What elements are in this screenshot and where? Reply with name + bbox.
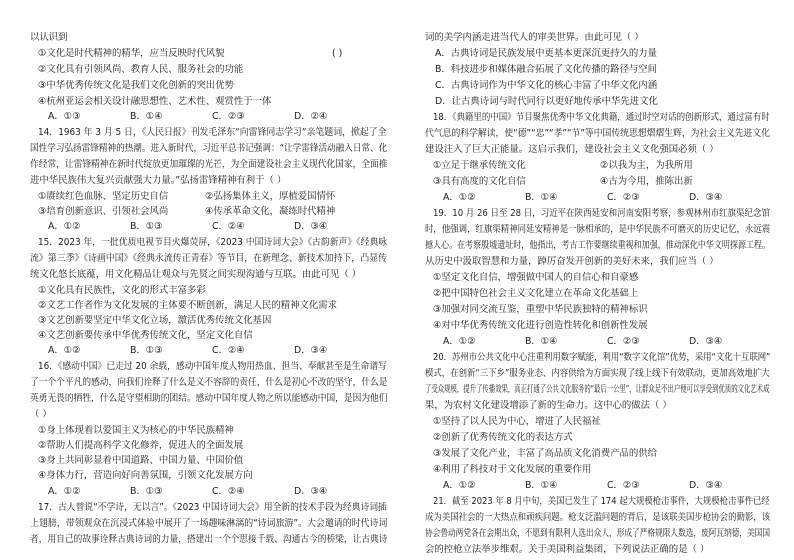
choice-d: D．③④ bbox=[689, 480, 723, 491]
option-line: ④文艺创新要传承中华优秀传统文化，坚定文化自信 bbox=[38, 330, 253, 341]
choice-a: A．①② bbox=[48, 221, 81, 232]
question-text: 协会鲁动两党各在会期出众，不愿到有限利人选出众人，形成了严格规限人数选，废阿瓦纳德，美国国 bbox=[425, 528, 771, 539]
question-text: 模式，在创新“三下乡”服务业态、内容供给为方面实现了线上线下有效联动，更加高效地扩大 bbox=[425, 368, 770, 379]
choice-d: D．③④ bbox=[689, 336, 723, 347]
choice-b: B．①③ bbox=[130, 486, 163, 497]
question-text: 时，他强调，红旗渠精神同延安精神是一脉相承的，是中华民族不可磨灭的历史记忆，永远震 bbox=[425, 224, 771, 235]
option-line: ①身上体现着以爱国主义为核心的中华民族精神 bbox=[38, 425, 234, 436]
choice-b: B．①④ bbox=[525, 192, 558, 203]
choice-d: D．③④ bbox=[689, 192, 723, 203]
option-line: ③培育创新意识、引领社会风尚 bbox=[38, 206, 169, 217]
question-21: 21．截至 2023 年 8 月中旬，美国已发生了 174 起大规模枪击事件，大规模枪击事件已经 bbox=[433, 496, 770, 507]
question-text: 果，为农村文化建设增添了新的生命力。这中心的做法（ ） bbox=[425, 400, 672, 411]
choice-c: C．②④ bbox=[212, 345, 245, 356]
choice-d: D．③④ bbox=[294, 345, 328, 356]
question-text: 词的美学内涵走进当代人的审美世界。由此可见（ ） bbox=[425, 32, 644, 43]
question-text: 英勇无畏的牺牲，什么是守望相助的团结。感动中国年度人物之所以能感动中国，是因为他们 bbox=[30, 393, 388, 404]
choice-a: A．①② bbox=[443, 192, 476, 203]
option-line: ④对中华优秀传统文化进行创造性转化和创新性发展 bbox=[433, 320, 648, 331]
question-text: 流》第三季》《诗画中国》《经典永流传正青春》等节目，在新理念、新技术加持下，凸显传 bbox=[30, 253, 387, 264]
option-line: ①坚持了以人民为中心，增进了人民福祉 bbox=[433, 416, 601, 427]
choice-d: D．③④ bbox=[294, 486, 328, 497]
question-text: 了受众规模，提升了传播效果，真正打通了公共文化服务的“最后一公里”，让群众足不出户便可以享受到优质的文化艺术成 bbox=[425, 384, 770, 395]
choice-c: C．②③ bbox=[607, 336, 640, 347]
choice-c: C．②③ bbox=[607, 192, 640, 203]
option-line: ②文化具有引领风尚、教育人民、服务社会的功能 bbox=[38, 64, 244, 75]
question-text: 国性学习弘扬雷锋精神的热潮。进入新时代，习近平总书记强调：“让学雷锋活动融入日常、化 bbox=[30, 143, 388, 154]
option-line: ③具有高度的文化自信 bbox=[433, 176, 526, 187]
question-text: 统文化悠长底蕴，用文化精品让观众与先贤之间实现沟通与互联。由此可见（ ） bbox=[30, 269, 362, 280]
choice-d: D．③④ bbox=[294, 221, 328, 232]
question-text: 了一个个平凡的感动，向我们诠释了什么是义不容辞的责任，什么是初心不改的坚守，什么是 bbox=[30, 377, 388, 388]
option-line: ③中华优秀传统文化是我们文化创新的突出优势 bbox=[38, 80, 234, 91]
option-line: ③文艺创新要坚定中华文化立场，激活优秀传统文化基因 bbox=[38, 315, 272, 326]
question-text: 成为美国社会的一大热点和顽疾问题。枪支泛滥问题的背后，是该联美国步枪协会的勤影，该 bbox=[425, 512, 771, 523]
question-text: 撼人心。在考察殷墟遗址时，他指出，考古工作要继续重视和加强，推动深化中华文明探源工程。 bbox=[425, 240, 771, 251]
choice-a: A．①② bbox=[443, 336, 476, 347]
question-text: 上翅膀，带领观众在沉浸式体验中展开了一场趣味淋漓的“诗词旅游”。大会邀请的时代诗词 bbox=[30, 518, 388, 529]
option-line: ④利用了科技对于文化发展的重要作用 bbox=[433, 464, 592, 475]
choice-b: B．①③ bbox=[130, 345, 163, 356]
question-17: 17．古人曾说“不学诗，无以言”。《2023 中国诗词大会》用全新的技术手段为经典诗词插 bbox=[38, 502, 387, 513]
choice-a: A．①② bbox=[48, 345, 81, 356]
choice-c: C．②④ bbox=[212, 486, 245, 497]
option-line: ①文化是时代精神的精华，应当反映时代风貌 bbox=[38, 48, 225, 59]
option-line: ②文艺工作者作为文化发展的主体要不断创新，满足人民的精神文化需求 bbox=[38, 300, 338, 311]
choice-b: B．①④ bbox=[525, 336, 558, 347]
choice-a: A．①② bbox=[443, 480, 476, 491]
option-line: ②以我为主，为我所用 bbox=[600, 160, 693, 171]
choice-a: A．①② bbox=[48, 486, 81, 497]
text-line: 以认识到 bbox=[30, 32, 68, 43]
option-line: ④古为今用，推陈出新 bbox=[600, 176, 693, 187]
question-text: 会的控枪立法举步维艰。关于美国利益集团，下列说法正确的是（ ） bbox=[425, 544, 710, 555]
choice-c: C．古典诗词作为中华文化的核心丰富了中华文化内涵 bbox=[435, 80, 658, 91]
question-text: 作经常，让雷锋精神在新时代绽放更加璀璨的光芒，为全面建设社会主义现代化国家，全面推 bbox=[30, 159, 388, 170]
question-16: 16．《感动中国》已走过 20 余载，感动中国年度人物用热血、担当、奉献甚至是生命谱写 bbox=[38, 361, 387, 372]
choice-c: C．②④ bbox=[212, 221, 245, 232]
option-line: ③身上共同彰显着中国道路、中国力量、中国价值 bbox=[38, 455, 244, 466]
choice-d: D．让古典诗词与时代同行以更好地传承中华先进文化 bbox=[435, 96, 658, 107]
option-line: ②帮助人们提高科学文化修养，促进人的全面发展 bbox=[38, 440, 244, 451]
question-14: 14．1963 年 3 月 5 日，《人民日报》刊发毛泽东“向雷锋同志学习”亲笔题词，掀起了全 bbox=[38, 127, 387, 138]
option-line: ②创新了优秀传统文化的表达方式 bbox=[433, 432, 573, 443]
question-text: 建设注入了巨大正能量。这启示我们，建设社会主义文化强国必须（ ） bbox=[425, 144, 719, 155]
choice-d: D．②④ bbox=[294, 111, 328, 122]
question-18: 18．《典籍里的中国》节目聚焦优秀中华文化典籍，通过时空对话的创新形式，通过富有时 bbox=[433, 112, 770, 123]
option-line: ①坚定文化自信，增强做中国人的自信心和自豪感 bbox=[433, 272, 639, 283]
choice-a: A．①③ bbox=[48, 111, 81, 122]
option-line: ①赓续红色血脉、坚定历史自信 bbox=[38, 191, 169, 202]
option-line: ③加强对同交流互鉴，重塑中华民族独特的精神标识 bbox=[433, 304, 648, 315]
choice-b: B．①④ bbox=[525, 480, 558, 491]
choice-c: C．②③ bbox=[212, 111, 245, 122]
option-line: ②弘扬集体主义，厚植爱国情怀 bbox=[205, 191, 336, 202]
option-line: ①文化具有民族性，文化的形式丰富多彩 bbox=[38, 285, 206, 296]
choice-a: A．古典诗词是民族发展中更基本更深沉更持久的力量 bbox=[435, 48, 658, 59]
option-line: ③发展了文化产业，丰富了高品质文化消费产品的供给 bbox=[433, 448, 658, 459]
question-19: 19．10 月 26 日至 28 日，习近平在陕西延安和河南安阳考察，参观林州市红旗渠纪念馆 bbox=[433, 208, 771, 219]
answer-paren: ( ) bbox=[332, 48, 343, 59]
question-20: 20．苏州市公共文化中心注重利用数字赋能，利用“数字文化馆”优势，采用“文化十互联网” bbox=[433, 352, 771, 363]
question-text: （ ） bbox=[30, 409, 52, 420]
choice-b: B．科技进步和媒体融合拓展了文化传播的路径与空间 bbox=[435, 64, 658, 75]
option-line: ④身体力行，营造向好向善氛围，引领文化发展方向 bbox=[38, 470, 253, 481]
option-line: ①立足于继承传统文化 bbox=[433, 160, 526, 171]
question-text: 从历史中汲取智慧和力量，踔厉奋发开创新的美好未来，我们应当（ ） bbox=[425, 256, 719, 267]
option-line: ④传承革命文化，凝练时代精神 bbox=[205, 206, 336, 217]
question-text: 进中华民族伟大复兴贡献强大力量。”弘扬雷锋精神有利于（ ） bbox=[30, 175, 287, 186]
option-line: ④杭州亚运会相关设计融思想性、艺术性、观赏性于一体 bbox=[38, 96, 272, 107]
question-text: 代气息的科学解读，使“德”“忠”“孝”“节”等中国传统思想熠熠生辉，为社会主义先进文化 bbox=[425, 128, 770, 139]
choice-b: B．①④ bbox=[130, 111, 163, 122]
option-line: ②把中国特色社会主义文化建立在革命文化基础上 bbox=[433, 288, 639, 299]
choice-c: C．②③ bbox=[607, 480, 640, 491]
question-text: 者，用自己的故事诠释古典诗词的力量，搭建出一个个思接千载、沟通古今的桥梁，让古典诗 bbox=[30, 534, 388, 545]
question-15: 15．2023 年，一批优质电视节目火爆荧屏，《2023 中国诗词大会》《古韵新声》《经典咏 bbox=[38, 237, 388, 248]
choice-b: B．①③ bbox=[130, 221, 163, 232]
